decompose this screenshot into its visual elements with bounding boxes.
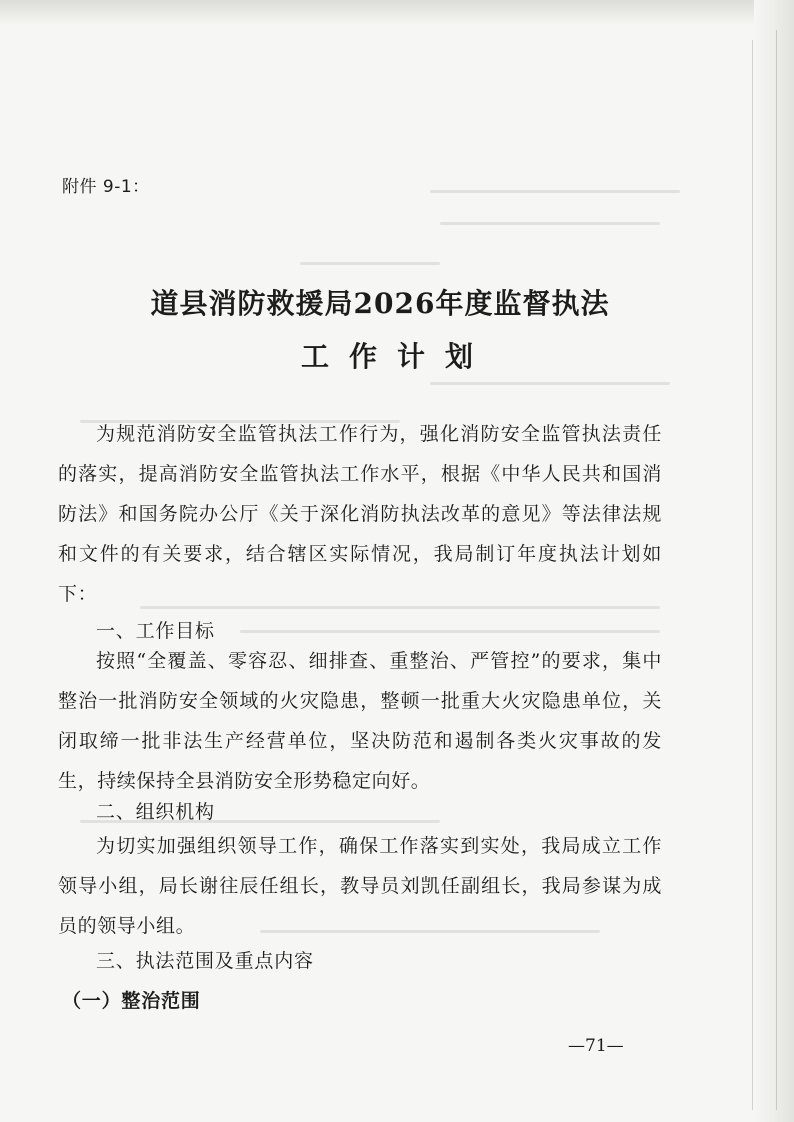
- bleed-through-mark: [300, 262, 440, 265]
- subsection-heading-scope: （一）整治范围: [62, 990, 201, 1012]
- scan-page-edge-line: [776, 30, 777, 1110]
- page-number: —71—: [568, 1036, 624, 1056]
- section-paragraph-organization: 为切实加强组织领导工作，确保工作落实到实处，我局成立工作领导小组，局长谢往辰任组长，教导员刘凯任副组长，我局参谋为成员的领导小组。: [58, 835, 662, 937]
- bleed-through-mark: [440, 222, 660, 225]
- scan-page-edge-line: [752, 40, 753, 1110]
- document-subtitle: 工作计划: [300, 340, 493, 373]
- bleed-through-mark: [240, 630, 660, 633]
- intro-paragraph: 为规范消防安全监管执法工作行为，强化消防安全监管执法责任的落实，提高消防安全监管执法工作水平，根据《中华人民共和国消防法》和国务院办公厅《关于深化消防执法改革的意见》等法律法规和文件的有关要求，结合辖区实际情况，我局制订年度执法计划如下：: [58, 423, 662, 605]
- section-heading-organization: 二、组织机构: [96, 801, 215, 823]
- section-heading-scope: 三、执法范围及重点内容: [96, 950, 314, 972]
- bleed-through-mark: [430, 190, 680, 193]
- section-paragraph-goals: 按照“全覆盖、零容忍、细排查、重整治、严管控”的要求，集中整治一批消防安全领域的火灾隐患，整顿一批重大火灾隐患单位，关闭取缔一批非法生产经营单位，坚决防范和遏制各类火灾事故的发生，持续保持全县消防安全形势稳定向好。: [58, 650, 662, 792]
- document-title: 道县消防救援局2026年度监督执法: [150, 287, 610, 320]
- attachment-label: 附件 9-1：: [62, 177, 150, 197]
- scan-edge-top: [0, 0, 794, 26]
- scan-edge-right: [754, 0, 794, 1122]
- bleed-through-mark: [430, 382, 670, 385]
- section-heading-goals: 一、工作目标: [96, 620, 215, 642]
